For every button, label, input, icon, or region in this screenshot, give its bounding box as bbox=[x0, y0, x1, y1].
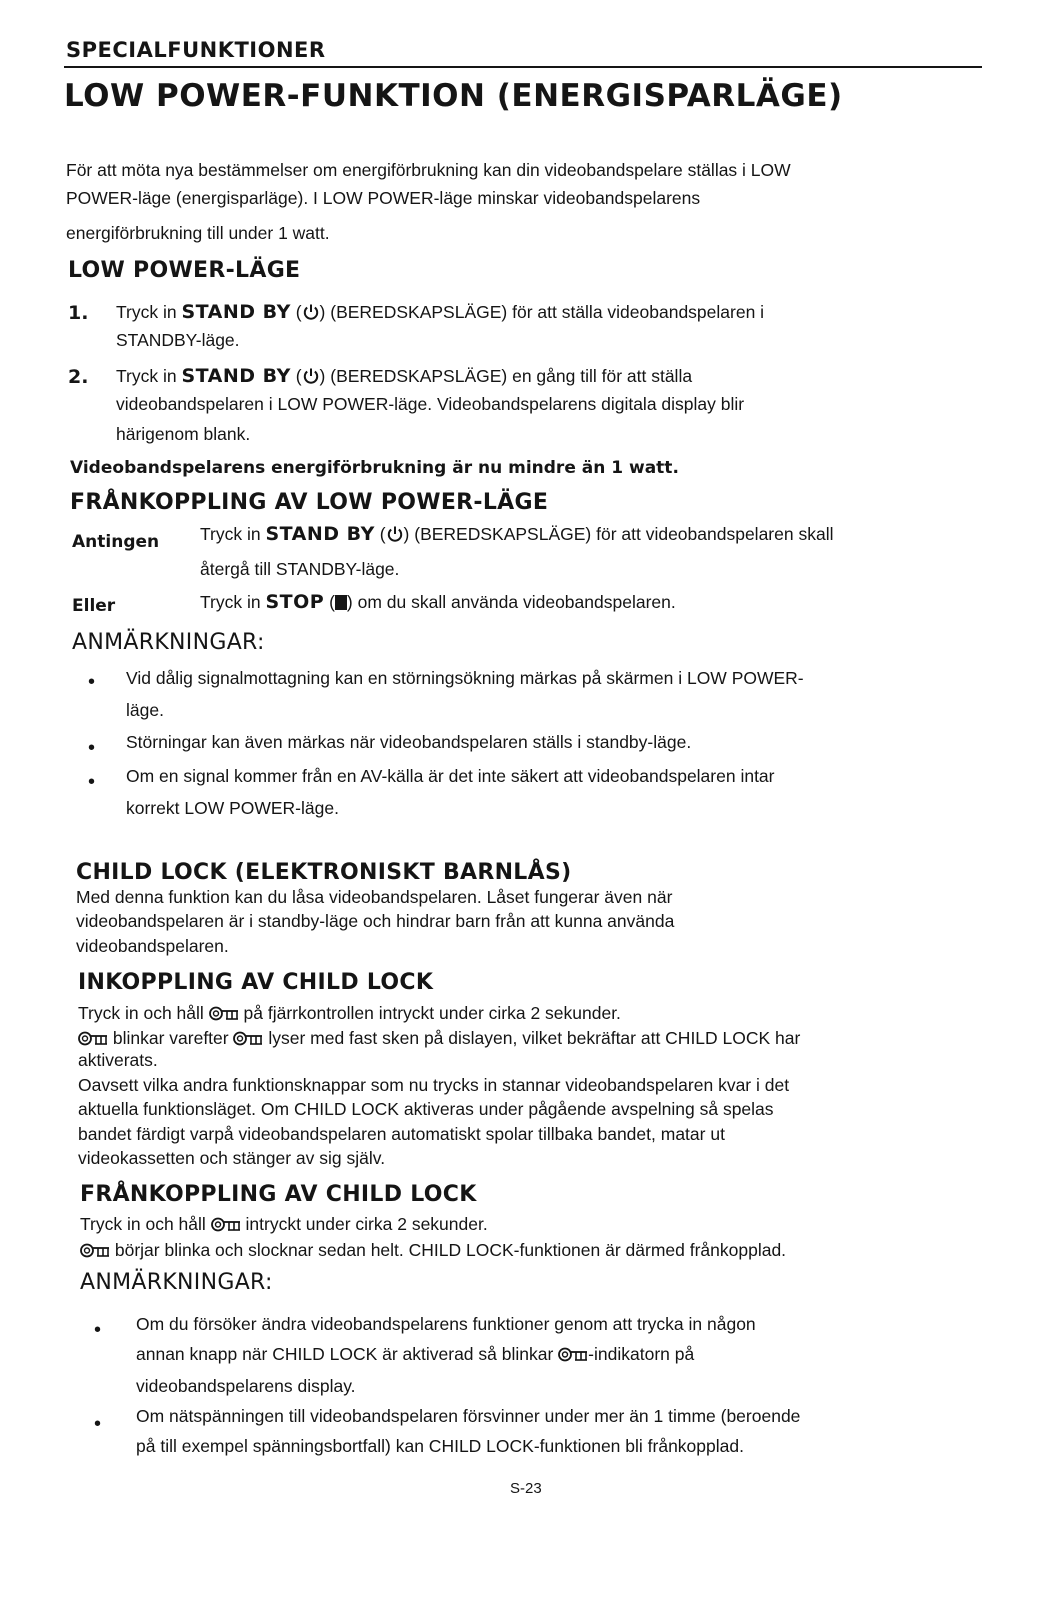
note2-1-line-1: Om du försöker ändra videobandspelarens funktioner genom att trycka in någon bbox=[136, 1314, 756, 1334]
intro-line-1: För att möta nya bestämmelser om energiförbrukning kan din videobandspelare ställas i LOW bbox=[66, 160, 791, 180]
section-label: SPECIALFUNKTIONER bbox=[66, 38, 326, 62]
disable-line-2: börjar blinka och slocknar sedan helt. CHILD LOCK-funktionen är därmed frånkopplad. bbox=[80, 1238, 786, 1263]
stop-key-label: STOP bbox=[265, 591, 325, 613]
disable-child-lock-heading: FRÅNKOPPLING AV CHILD LOCK bbox=[80, 1182, 477, 1207]
notes-heading-1: ANMÄRKNINGAR: bbox=[72, 630, 265, 655]
child-lock-line-2: videobandspelaren är i standby-läge och hindrar barn från att kunna använda bbox=[76, 911, 675, 931]
disable-line-1: Tryck in och håll intryckt under cirka 2 sekunder. bbox=[80, 1214, 488, 1234]
note-1-line-2: läge. bbox=[126, 700, 164, 720]
enable-p2-line-3: bandet färdigt varpå videobandspelaren automatiskt spolar tillbaka bandet, matar ut bbox=[78, 1124, 725, 1144]
bullet-icon: • bbox=[88, 671, 96, 693]
either-line-2: återgå till STANDBY-läge. bbox=[200, 559, 400, 579]
bullet-icon: • bbox=[88, 771, 96, 793]
key-icon bbox=[558, 1347, 588, 1362]
note2-2-line-1: Om nätspänningen till videobandspelaren försvinner under mer än 1 timme (beroende bbox=[136, 1406, 801, 1426]
or-line-1: Tryck in STOP ( ) om du skall använda videobandspelaren. bbox=[200, 591, 676, 613]
bullet-icon: • bbox=[94, 1413, 102, 1435]
child-lock-line-3: videobandspelaren. bbox=[76, 936, 229, 956]
enable-p2-line-1: Oavsett vilka andra funktionsknappar som nu trycks in stannar videobandspelaren kvar i det bbox=[78, 1075, 790, 1095]
enable-child-lock-heading: INKOPPLING AV CHILD LOCK bbox=[78, 970, 434, 995]
page-title: LOW POWER-FUNKTION (ENERGISPARLÄGE) bbox=[64, 78, 843, 114]
note-3-line-2: korrekt LOW POWER-läge. bbox=[126, 798, 339, 818]
stop-icon bbox=[335, 595, 347, 610]
note2-1-line-2: annan knapp när CHILD LOCK är aktiverad så blinkar -indikatorn på bbox=[136, 1344, 695, 1364]
notes-heading-2: ANMÄRKNINGAR: bbox=[80, 1270, 273, 1295]
key-icon bbox=[80, 1243, 110, 1258]
step-2-number: 2. bbox=[68, 366, 89, 388]
bullet-icon: • bbox=[94, 1319, 102, 1341]
standby-key-label: STAND BY bbox=[265, 523, 375, 545]
step-1-line-2: STANDBY-läge. bbox=[116, 330, 240, 350]
child-lock-heading: CHILD LOCK (ELEKTRONISKT BARNLÅS) bbox=[76, 860, 572, 885]
enable-line-2: blinkar varefter lyser med fast sken på dislayen, vilket bekräftar att CHILD LOCK har bbox=[78, 1026, 800, 1051]
key-icon bbox=[209, 1006, 239, 1021]
step-2-line-1: Tryck in STAND BY ( ) (BEREDSKAPSLÄGE) en gång till för att ställa bbox=[116, 365, 693, 387]
step-2-line-2: videobandspelaren i LOW POWER-läge. Videobandspelarens digitala display blir bbox=[116, 394, 745, 414]
child-lock-line-1: Med denna funktion kan du låsa videobandspelaren. Låset fungerar även när bbox=[76, 887, 673, 907]
intro-line-2: POWER-läge (energisparläge). I LOW POWER-läge minskar videobandspelarens bbox=[66, 188, 701, 208]
disable-low-power-heading: FRÅNKOPPLING AV LOW POWER-LÄGE bbox=[70, 490, 549, 515]
power-icon bbox=[386, 525, 404, 543]
enable-line-3: aktiverats. bbox=[78, 1050, 158, 1070]
note-3-line-1: Om en signal kommer från en AV-källa är det inte säkert att videobandspelaren intar bbox=[126, 766, 775, 786]
enable-p2-line-2: aktuella funktionsläget. Om CHILD LOCK aktiveras under pågående avspelning så spelas bbox=[78, 1099, 774, 1119]
key-icon bbox=[233, 1031, 263, 1046]
step-1-number: 1. bbox=[68, 302, 89, 324]
intro-line-3: energiförbrukning till under 1 watt. bbox=[66, 223, 330, 243]
page-number: S-23 bbox=[510, 1480, 542, 1497]
header-rule bbox=[64, 66, 982, 68]
power-icon bbox=[302, 367, 320, 385]
enable-line-1: Tryck in och håll på fjärrkontrollen intryckt under cirka 2 sekunder. bbox=[78, 1003, 621, 1023]
standby-key-label: STAND BY bbox=[181, 301, 291, 323]
step-1-line-1: Tryck in STAND BY ( ) (BEREDSKAPSLÄGE) för att ställa videobandspelaren i bbox=[116, 301, 765, 323]
note-2-line-1: Störningar kan även märkas när videobandspelaren ställs i standby-läge. bbox=[126, 732, 692, 752]
enable-p2-line-4: videokassetten och stänger av sig själv. bbox=[78, 1148, 386, 1168]
key-icon bbox=[211, 1217, 241, 1232]
low-power-heading: LOW POWER-LÄGE bbox=[68, 258, 301, 283]
either-label: Antingen bbox=[72, 532, 160, 552]
key-icon bbox=[78, 1031, 108, 1046]
note2-1-line-3: videobandspelarens display. bbox=[136, 1376, 356, 1396]
step-2-line-3: härigenom blank. bbox=[116, 424, 251, 444]
or-label: Eller bbox=[72, 596, 116, 616]
bullet-icon: • bbox=[88, 737, 96, 759]
note2-2-line-2: på till exempel spänningsbortfall) kan CHILD LOCK-funktionen bli frånkopplad. bbox=[136, 1436, 744, 1456]
note-1-line-1: Vid dålig signalmottagning kan en störningsökning märkas på skärmen i LOW POWER- bbox=[126, 668, 804, 688]
power-icon bbox=[302, 303, 320, 321]
standby-key-label: STAND BY bbox=[181, 365, 291, 387]
either-line-1: Tryck in STAND BY ( ) (BEREDSKAPSLÄGE) för att videobandspelaren skall bbox=[200, 523, 834, 545]
energy-summary: Videobandspelarens energiförbrukning är nu mindre än 1 watt. bbox=[70, 458, 679, 478]
